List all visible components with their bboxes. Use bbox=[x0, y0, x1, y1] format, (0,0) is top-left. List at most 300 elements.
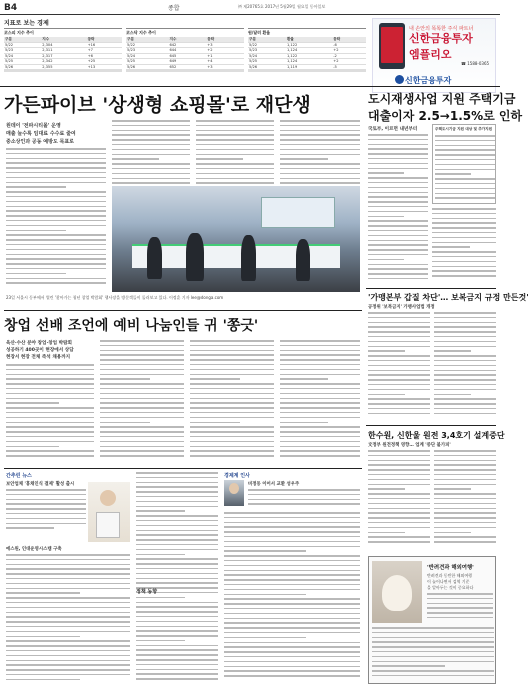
table-cell: +2 bbox=[206, 48, 244, 54]
text-line bbox=[368, 249, 428, 251]
article-subhead-2: 성공하기 400곳이 현장에서 상담 bbox=[6, 348, 74, 353]
text-line bbox=[224, 517, 360, 519]
text-line bbox=[368, 479, 430, 481]
promo-line: 이 늘어나면서 검역 기준 bbox=[427, 579, 470, 584]
text-line bbox=[368, 163, 428, 165]
promo-box[interactable] bbox=[368, 556, 496, 684]
text-line bbox=[112, 178, 190, 180]
index-table-exchange bbox=[248, 28, 366, 72]
text-line bbox=[136, 534, 218, 536]
table-cell: 5/24 bbox=[126, 53, 168, 59]
text-line bbox=[224, 531, 360, 533]
ad-subtitle: 내 손안의 똑똑한 주식 파트너 bbox=[409, 26, 474, 32]
text-line bbox=[368, 370, 430, 372]
text-line bbox=[368, 322, 430, 324]
text-line bbox=[280, 446, 360, 448]
article-subhead-3: 중소상인과 공동 예방도 목표로 bbox=[6, 139, 75, 145]
table-cell: 2,355 bbox=[41, 64, 86, 70]
text-line bbox=[6, 441, 94, 443]
text-line bbox=[434, 374, 496, 376]
text-line bbox=[368, 273, 428, 275]
text-line bbox=[224, 632, 360, 634]
text-line bbox=[6, 210, 106, 212]
table-cell: 2,342 bbox=[41, 59, 86, 65]
text-line bbox=[280, 149, 360, 151]
text-line bbox=[6, 489, 86, 491]
product-box bbox=[96, 512, 120, 538]
table-cell: 지수 bbox=[41, 37, 86, 42]
text-line bbox=[224, 642, 360, 644]
text-line bbox=[6, 177, 106, 179]
text-line bbox=[280, 182, 360, 184]
table-cell: 642 bbox=[168, 42, 206, 48]
text-line bbox=[100, 374, 184, 376]
text-line bbox=[224, 550, 306, 552]
table-cell: 등락 bbox=[87, 37, 122, 42]
text-line bbox=[112, 134, 190, 136]
text-line bbox=[190, 378, 240, 380]
text-line bbox=[372, 651, 494, 653]
text-line bbox=[112, 154, 190, 156]
text-line bbox=[6, 650, 130, 652]
text-line bbox=[100, 345, 184, 347]
table-cell: 구분 bbox=[126, 37, 168, 42]
text-line bbox=[280, 144, 360, 146]
text-line bbox=[280, 178, 360, 180]
text-line bbox=[196, 130, 274, 132]
text-line bbox=[6, 664, 130, 666]
text-line bbox=[6, 446, 59, 448]
text-line bbox=[136, 482, 218, 484]
text-line bbox=[434, 346, 496, 348]
text-line bbox=[6, 220, 106, 222]
text-line bbox=[368, 350, 405, 352]
text-line bbox=[280, 407, 360, 409]
text-line bbox=[136, 554, 185, 556]
table-cell: +16 bbox=[87, 42, 122, 48]
text-line bbox=[435, 178, 495, 180]
article-body-col bbox=[434, 450, 496, 550]
text-line bbox=[224, 541, 360, 543]
article-body-col bbox=[368, 134, 428, 284]
text-line bbox=[427, 598, 493, 600]
info-table-title: 주택도시기금 지원 대상 및 추가지원 bbox=[435, 127, 493, 131]
text-line bbox=[100, 354, 184, 356]
text-line bbox=[224, 656, 360, 658]
text-line bbox=[190, 398, 274, 400]
text-line bbox=[435, 140, 495, 142]
text-line bbox=[190, 345, 274, 347]
text-line bbox=[280, 450, 360, 452]
text-line bbox=[100, 398, 184, 400]
table-cell bbox=[4, 71, 41, 72]
dog-photo bbox=[372, 561, 422, 623]
text-line bbox=[136, 678, 218, 680]
text-line bbox=[190, 412, 274, 414]
text-line bbox=[6, 494, 86, 496]
text-line bbox=[280, 378, 328, 380]
table-cell: +2 bbox=[332, 59, 366, 65]
text-line bbox=[100, 393, 184, 395]
text-line bbox=[434, 527, 496, 529]
text-line bbox=[6, 455, 94, 457]
text-line bbox=[6, 583, 130, 585]
text-line bbox=[6, 513, 86, 515]
article-subhead: 국토부, 이르면 내년부터 bbox=[368, 127, 418, 132]
text-line bbox=[368, 403, 430, 405]
text-line bbox=[136, 621, 218, 623]
table-cell: 5/26 bbox=[248, 64, 286, 70]
text-line bbox=[190, 364, 274, 366]
text-line bbox=[434, 522, 496, 524]
table-cell: 1,124 bbox=[286, 48, 332, 54]
text-line bbox=[368, 134, 428, 136]
text-line bbox=[434, 464, 496, 466]
text-line bbox=[100, 350, 184, 352]
text-line bbox=[368, 536, 430, 538]
info-table-body bbox=[435, 135, 495, 203]
table-cell: +6 bbox=[87, 53, 122, 59]
text-line bbox=[6, 148, 106, 150]
text-line bbox=[136, 602, 218, 604]
brief-item-title: 에스원, 인대운영시스템 구축 bbox=[6, 547, 62, 552]
table-cell: 1,119 bbox=[286, 64, 332, 70]
text-line bbox=[434, 484, 496, 486]
text-line bbox=[368, 398, 430, 400]
table-cell: 5/23 bbox=[4, 48, 41, 54]
table-cell: +3 bbox=[206, 64, 244, 70]
text-line bbox=[368, 389, 430, 391]
text-line bbox=[100, 417, 184, 419]
text-line bbox=[280, 340, 360, 342]
text-line bbox=[372, 632, 494, 634]
text-line bbox=[368, 144, 428, 146]
text-line bbox=[434, 498, 496, 500]
article-body-col bbox=[136, 472, 218, 684]
table-cell: +4 bbox=[206, 59, 244, 65]
text-line bbox=[368, 206, 428, 208]
table-cell: 5/23 bbox=[248, 48, 286, 54]
text-line bbox=[6, 254, 106, 256]
text-line bbox=[368, 254, 428, 256]
text-line bbox=[368, 235, 428, 237]
table-cell: 5/22 bbox=[126, 42, 168, 48]
table-cell: -5 bbox=[332, 64, 366, 70]
text-line bbox=[427, 593, 493, 595]
text-line bbox=[434, 408, 496, 410]
text-line bbox=[435, 197, 495, 199]
text-line bbox=[6, 592, 80, 594]
text-line bbox=[435, 183, 495, 185]
text-line bbox=[224, 546, 360, 548]
text-line bbox=[434, 384, 496, 386]
table-cell: 지수 bbox=[168, 37, 206, 42]
text-line bbox=[6, 378, 94, 380]
text-line bbox=[368, 268, 428, 270]
text-line bbox=[368, 230, 428, 232]
text-line bbox=[6, 273, 66, 275]
text-line bbox=[368, 517, 430, 519]
text-line bbox=[434, 331, 496, 333]
text-line bbox=[432, 222, 496, 224]
text-line bbox=[100, 378, 150, 380]
text-line bbox=[224, 651, 360, 653]
text-line bbox=[136, 659, 218, 661]
text-line bbox=[6, 364, 94, 366]
text-line bbox=[224, 512, 360, 514]
text-line bbox=[368, 317, 430, 319]
text-line bbox=[136, 525, 218, 527]
text-line bbox=[372, 675, 494, 677]
text-line bbox=[368, 331, 430, 333]
article-body-col bbox=[6, 364, 94, 464]
text-line bbox=[6, 201, 106, 203]
text-line bbox=[6, 374, 94, 376]
section-divider bbox=[4, 310, 362, 311]
table-cell: 5/26 bbox=[4, 64, 41, 70]
text-line bbox=[136, 530, 218, 532]
text-line bbox=[372, 670, 494, 672]
text-line bbox=[136, 582, 218, 584]
table-row bbox=[126, 71, 244, 72]
article-headline: '가맹본부 갑질 차단'… 보복금지 규정 만든것' bbox=[368, 293, 529, 302]
promo-body bbox=[372, 627, 494, 681]
text-line bbox=[280, 139, 360, 141]
text-line bbox=[112, 168, 190, 170]
text-line bbox=[368, 488, 405, 490]
text-line bbox=[224, 666, 360, 668]
text-line bbox=[196, 134, 274, 136]
phone-image bbox=[379, 23, 405, 69]
text-line bbox=[100, 431, 184, 433]
text-line bbox=[6, 602, 130, 604]
ad-phone-number: ☎ 1588-0365 bbox=[461, 61, 490, 66]
text-line bbox=[280, 173, 360, 175]
text-line bbox=[224, 522, 360, 524]
text-line bbox=[434, 394, 471, 396]
text-line bbox=[368, 211, 428, 213]
text-line bbox=[432, 208, 496, 210]
text-line bbox=[368, 450, 430, 452]
table-cell: 환율 bbox=[286, 37, 332, 42]
text-line bbox=[280, 354, 360, 356]
article-body-col bbox=[434, 312, 496, 422]
table-cell bbox=[87, 71, 122, 72]
text-line bbox=[368, 374, 430, 376]
text-line bbox=[280, 412, 360, 414]
brief-body bbox=[6, 489, 86, 533]
article-body-col bbox=[190, 340, 274, 464]
text-line bbox=[190, 350, 274, 352]
text-line bbox=[372, 665, 445, 667]
text-line bbox=[136, 664, 218, 666]
text-line bbox=[368, 469, 430, 471]
text-line bbox=[6, 508, 86, 510]
table-cell bbox=[248, 71, 286, 72]
text-line bbox=[6, 559, 130, 561]
people-body bbox=[248, 489, 360, 509]
text-line bbox=[6, 215, 106, 217]
text-line bbox=[434, 488, 471, 490]
text-line bbox=[280, 388, 360, 390]
text-line bbox=[368, 326, 430, 328]
text-line bbox=[368, 541, 430, 543]
article-subhead-1: 원데이 '전파시티몰' 운영 bbox=[6, 123, 61, 129]
text-line bbox=[100, 388, 184, 390]
table-cell: 5/26 bbox=[126, 64, 168, 70]
text-line bbox=[100, 369, 184, 371]
portrait-photo bbox=[224, 480, 244, 506]
text-line bbox=[432, 246, 470, 248]
index-table-body bbox=[248, 37, 366, 72]
table-cell: +13 bbox=[87, 64, 122, 70]
text-line bbox=[434, 336, 496, 338]
text-line bbox=[368, 187, 428, 189]
text-line bbox=[224, 675, 360, 677]
article-headline: 가든파이브 '상생형 쇼핑몰'로 재단생 bbox=[4, 94, 311, 116]
text-line bbox=[6, 436, 94, 438]
text-line bbox=[224, 661, 360, 663]
index-table-kosdaq bbox=[126, 28, 244, 72]
text-line bbox=[280, 398, 360, 400]
text-line bbox=[100, 359, 184, 361]
text-line bbox=[280, 402, 360, 404]
text-line bbox=[224, 574, 360, 576]
text-line bbox=[6, 402, 59, 404]
text-line bbox=[196, 178, 274, 180]
text-line bbox=[434, 493, 496, 495]
text-line bbox=[280, 426, 360, 428]
table-cell: 5/25 bbox=[126, 59, 168, 65]
text-line bbox=[368, 259, 404, 261]
text-line bbox=[6, 679, 80, 681]
text-line bbox=[190, 426, 274, 428]
text-line bbox=[368, 182, 428, 184]
text-line bbox=[6, 578, 130, 580]
table-cell: 2,311 bbox=[41, 48, 86, 54]
article-headline: 창업 선배 조언에 예비 나눔인들 귀 '쫑긋' bbox=[4, 318, 259, 334]
text-line bbox=[190, 383, 274, 385]
text-line bbox=[136, 544, 218, 546]
text-line bbox=[6, 268, 106, 270]
text-line bbox=[432, 266, 496, 268]
text-line bbox=[434, 469, 496, 471]
promo-line: 반려견과 동반한 해외여행 bbox=[427, 573, 473, 578]
text-line bbox=[280, 441, 360, 443]
text-line bbox=[434, 536, 496, 538]
brand-logo-icon bbox=[395, 75, 404, 84]
text-line bbox=[372, 646, 494, 648]
section-divider bbox=[366, 288, 496, 289]
text-line bbox=[434, 322, 496, 324]
text-line bbox=[196, 125, 274, 127]
advertisement[interactable] bbox=[372, 18, 496, 93]
text-line bbox=[248, 494, 360, 496]
text-line bbox=[190, 354, 274, 356]
text-line bbox=[435, 145, 495, 147]
text-line bbox=[136, 506, 218, 508]
text-line bbox=[434, 350, 471, 352]
text-line bbox=[6, 669, 130, 671]
text-line bbox=[224, 613, 360, 615]
text-line bbox=[368, 460, 430, 462]
text-line bbox=[6, 621, 130, 623]
article-body-col bbox=[368, 450, 430, 550]
text-line bbox=[136, 491, 218, 493]
text-line bbox=[434, 365, 496, 367]
text-line bbox=[6, 554, 130, 556]
baby-face bbox=[100, 490, 116, 506]
text-line bbox=[368, 139, 428, 141]
text-line bbox=[434, 341, 496, 343]
table-cell: 2,304 bbox=[41, 42, 86, 48]
text-line bbox=[224, 560, 360, 562]
text-line bbox=[224, 579, 360, 581]
text-line bbox=[432, 242, 496, 244]
text-line bbox=[368, 336, 430, 338]
text-line bbox=[100, 436, 184, 438]
text-line bbox=[6, 191, 106, 193]
table-cell: 5/22 bbox=[4, 42, 41, 48]
text-line bbox=[434, 326, 496, 328]
table-cell bbox=[206, 71, 244, 72]
text-line bbox=[136, 539, 218, 541]
text-line bbox=[224, 598, 360, 600]
text-line bbox=[280, 130, 360, 132]
text-line bbox=[6, 523, 86, 525]
article-subhead: 文정부 원전정책 영향… 업계 '중단 불가피' bbox=[368, 443, 451, 448]
text-line bbox=[6, 186, 66, 188]
phone-screen bbox=[381, 27, 403, 63]
person-figure bbox=[147, 237, 162, 279]
text-line bbox=[434, 389, 496, 391]
text-line bbox=[190, 450, 274, 452]
text-line bbox=[434, 479, 496, 481]
text-line bbox=[280, 393, 360, 395]
text-line bbox=[368, 148, 428, 150]
text-line bbox=[224, 603, 360, 605]
index-table-kospi bbox=[4, 28, 122, 72]
table-cell: 등락 bbox=[206, 37, 244, 42]
text-line bbox=[368, 216, 404, 218]
text-line bbox=[136, 558, 218, 560]
article-body-col bbox=[280, 340, 360, 464]
text-line bbox=[6, 153, 106, 155]
text-line bbox=[434, 512, 496, 514]
text-line bbox=[248, 489, 360, 491]
text-line bbox=[280, 120, 360, 122]
person-figure bbox=[186, 233, 203, 282]
text-line bbox=[434, 413, 496, 415]
text-line bbox=[224, 618, 360, 620]
text-line bbox=[434, 541, 496, 543]
text-line bbox=[434, 474, 496, 476]
text-line bbox=[6, 167, 106, 169]
text-line bbox=[224, 670, 360, 672]
index-table-body bbox=[126, 37, 244, 72]
text-line bbox=[190, 422, 240, 424]
section-label: 종합 bbox=[168, 5, 180, 12]
text-line bbox=[6, 230, 66, 232]
text-line bbox=[280, 163, 360, 165]
text-line bbox=[280, 134, 360, 136]
text-line bbox=[6, 225, 106, 227]
text-line bbox=[136, 563, 218, 565]
text-line bbox=[6, 249, 106, 251]
text-line bbox=[6, 234, 106, 236]
table-cell: +3 bbox=[206, 42, 244, 48]
text-line bbox=[6, 162, 106, 164]
